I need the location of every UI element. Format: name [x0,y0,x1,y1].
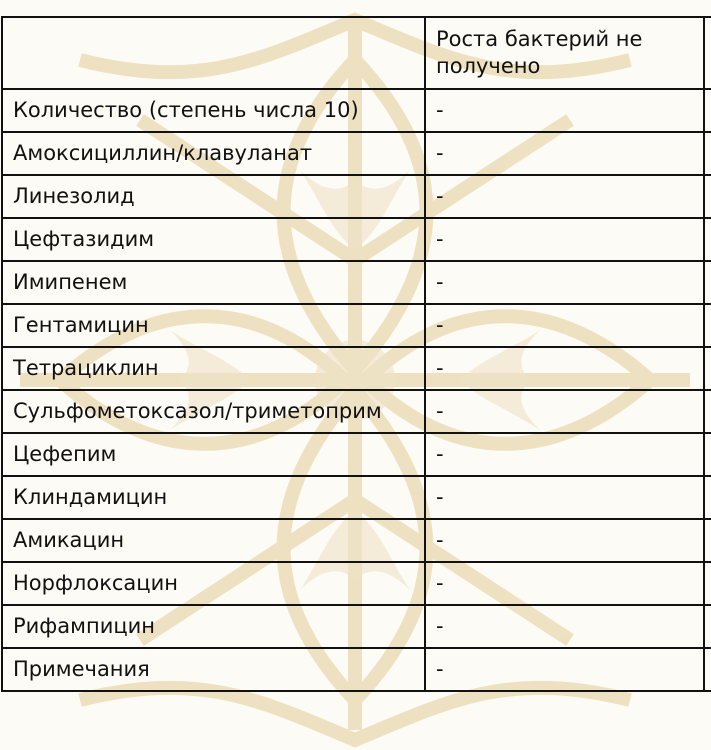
row-name-cell: Тетрациклин [2,347,425,390]
row-name-cell: Количество (степень числа 10) [2,89,425,132]
table-row [2,261,711,304]
row-extra-cell [704,562,711,605]
row-name-cell: Гентамицин [2,304,425,347]
row-value-cell: - [425,605,704,648]
table-row [2,218,711,261]
row-value-cell: - [425,476,704,519]
row-value-cell: - [425,89,704,132]
row-extra-cell [704,648,711,691]
table-row [2,519,711,562]
table-row [2,304,711,347]
row-extra-cell [704,132,711,175]
row-extra-cell [704,433,711,476]
table-row [2,605,711,648]
header-label-cell [2,17,425,89]
row-name-cell: Сульфометоксазол/триметоприм [2,390,425,433]
row-extra-cell [704,605,711,648]
row-name-cell: Рифампицин [2,605,425,648]
header-extra-cell [704,17,711,89]
row-extra-cell [704,476,711,519]
row-value-cell: - [425,304,704,347]
row-name-cell: Амикацин [2,519,425,562]
table-row [2,648,711,691]
row-value-cell: - [425,132,704,175]
table-row [2,562,711,605]
row-value-cell: - [425,347,704,390]
row-extra-cell [704,304,711,347]
row-name-cell: Клиндамицин [2,476,425,519]
row-value-cell: - [425,261,704,304]
row-name-cell: Линезолид [2,175,425,218]
table-row [2,89,711,132]
table-row [2,347,711,390]
row-name-cell: Имипенем [2,261,425,304]
row-name-cell: Норфлоксацин [2,562,425,605]
table-row [2,390,711,433]
row-extra-cell [704,175,711,218]
row-name-cell: Цефтазидим [2,218,425,261]
row-value-cell: - [425,390,704,433]
row-extra-cell [704,89,711,132]
row-extra-cell [704,390,711,433]
row-extra-cell [704,218,711,261]
row-value-cell: - [425,433,704,476]
table-row [2,476,711,519]
header-result-cell: Роста бактерий не получено [425,17,704,89]
table-row [2,175,711,218]
row-value-cell: - [425,218,704,261]
row-value-cell: - [425,175,704,218]
row-value-cell: - [425,519,704,562]
table-row [2,132,711,175]
row-extra-cell [704,347,711,390]
row-name-cell: Примечания [2,648,425,691]
table-row [2,433,711,476]
results-table [1,16,711,692]
table-header-row [2,17,711,89]
row-value-cell: - [425,648,704,691]
row-extra-cell [704,519,711,562]
row-value-cell: - [425,562,704,605]
row-extra-cell [704,261,711,304]
row-name-cell: Цефепим [2,433,425,476]
row-name-cell: Амоксициллин/клавуланат [2,132,425,175]
